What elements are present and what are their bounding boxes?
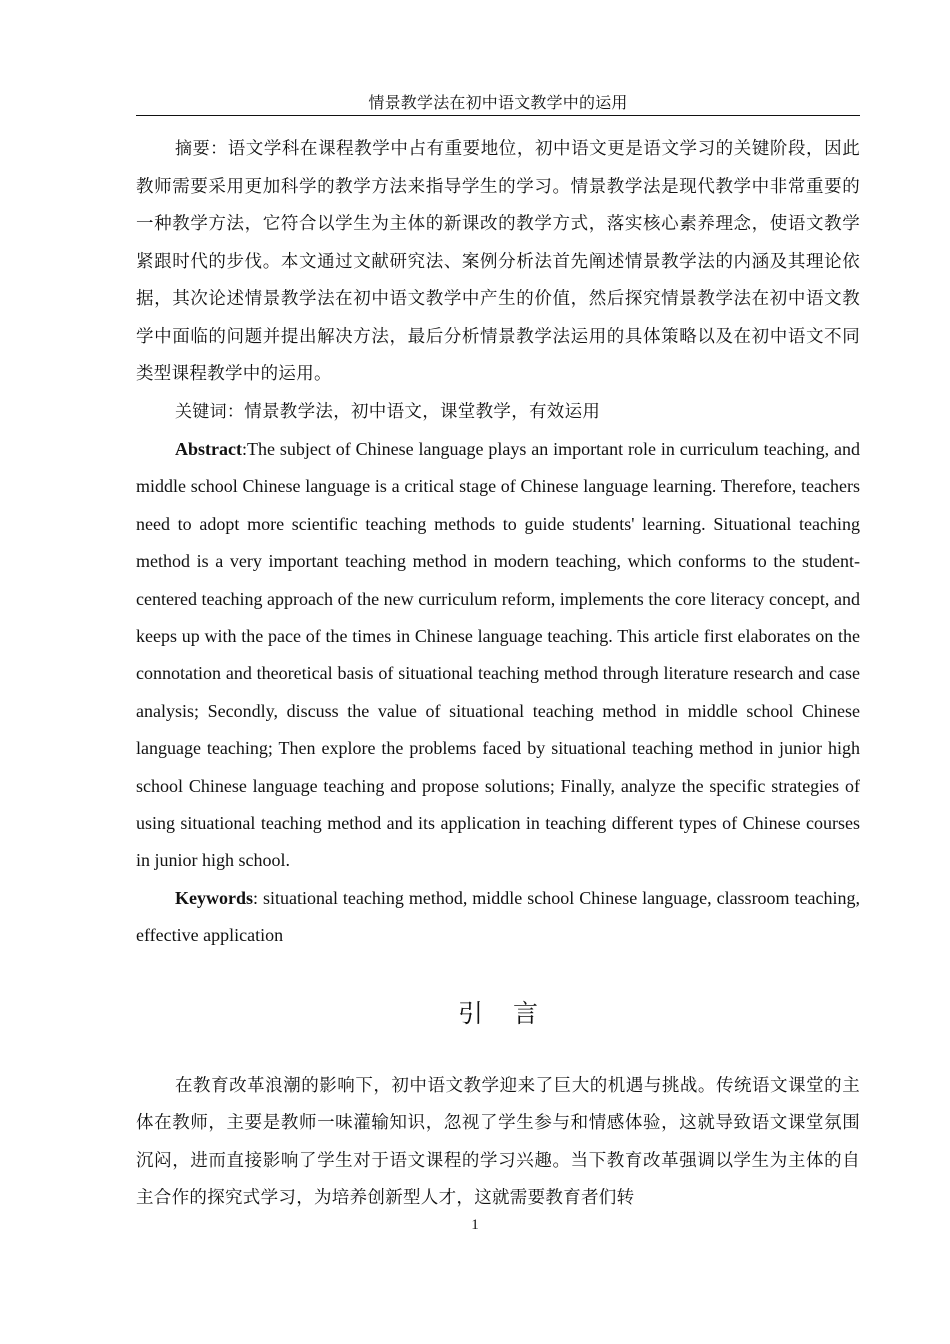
keywords-english-text: : situational teaching method, middle school Chinese language, classroom teaching, effective application [136, 887, 860, 946]
keywords-chinese [136, 394, 860, 432]
abstract-chinese [136, 131, 860, 394]
keywords-english-label: Keywords [175, 887, 253, 908]
introduction-paragraph: 在教育改革浪潮的影响下，初中语文教学迎来了巨大的机遇与挑战。传统语文课堂的主体在教师，主要是教师一味灌输知识，忽视了学生参与和情感体验，这就导致语文课堂氛围沉闷，进而直接影响了学生对于语文课程的学习兴趣。当下教育改革强调以学生为主体的自主合作的探究式学习，为培养创新型人才，这就需要教育者们转 [136, 1075, 860, 1209]
abstract-chinese-label: 摘要： [175, 139, 228, 159]
abstract-chinese-text: 语文学科在课程教学中占有重要地位，初中语文更是语文学习的关键阶段，因此教师需要采用更加科学的教学方法来指导学生的学习。情景教学法是现代教学中非常重要的一种教学方法，它符合以学生为主体的新课改的教学方式，落实核心素养理念，使语文教学紧跟时代的步伐。本文通过文献研究法、案例分析法首先阐述情景教学法的内涵及其理论依据，其次论述情景教学法在初中语文教学中产生的价值，然后探究情景教学法在初中语文教学中面临的问题并提出解决方法，最后分析情景教学法运用的具体策略以及在初中语文不同类型课程教学中的运用。 [136, 139, 860, 384]
section-title-introduction: 引言 [457, 998, 568, 1028]
abstract-english [136, 431, 860, 880]
abstract-english-text: :The subject of Chinese language plays an important role in curriculum teaching, and middle school Chinese language is a critical stage of Chinese language learning. Therefore, teachers need to adopt more scientific teaching methods to guide students' learning. Situational teaching method is a very important teaching method in modern teaching, which conforms to the student-centered teaching approach of the new curriculum reform, implements the core literacy concept, and keeps up with the pace of the times in Chinese language teaching. This article first elaborates on the connotation and theoretical basis of situational teaching method through literature research and case analysis; Secondly, discuss the value of situational teaching method in middle school Chinese language teaching; Then explore the problems faced by situational teaching method in junior high school Chinese language teaching and propose solutions; Finally, analyze the specific strategies of using situational teaching method and its application in teaching different types of Chinese courses in junior high school. [136, 439, 860, 871]
abstract-english-label: Abstract [175, 439, 242, 459]
keywords-english [136, 880, 860, 955]
running-header: 情景教学法在初中语文教学中的运用 [136, 92, 860, 116]
page-content [136, 131, 860, 1218]
keywords-chinese-label: 关键词： [175, 401, 245, 422]
page-number: 1 [471, 1217, 479, 1233]
keywords-chinese-text: 情景教学法，初中语文，课堂教学，有效运用 [244, 401, 601, 422]
